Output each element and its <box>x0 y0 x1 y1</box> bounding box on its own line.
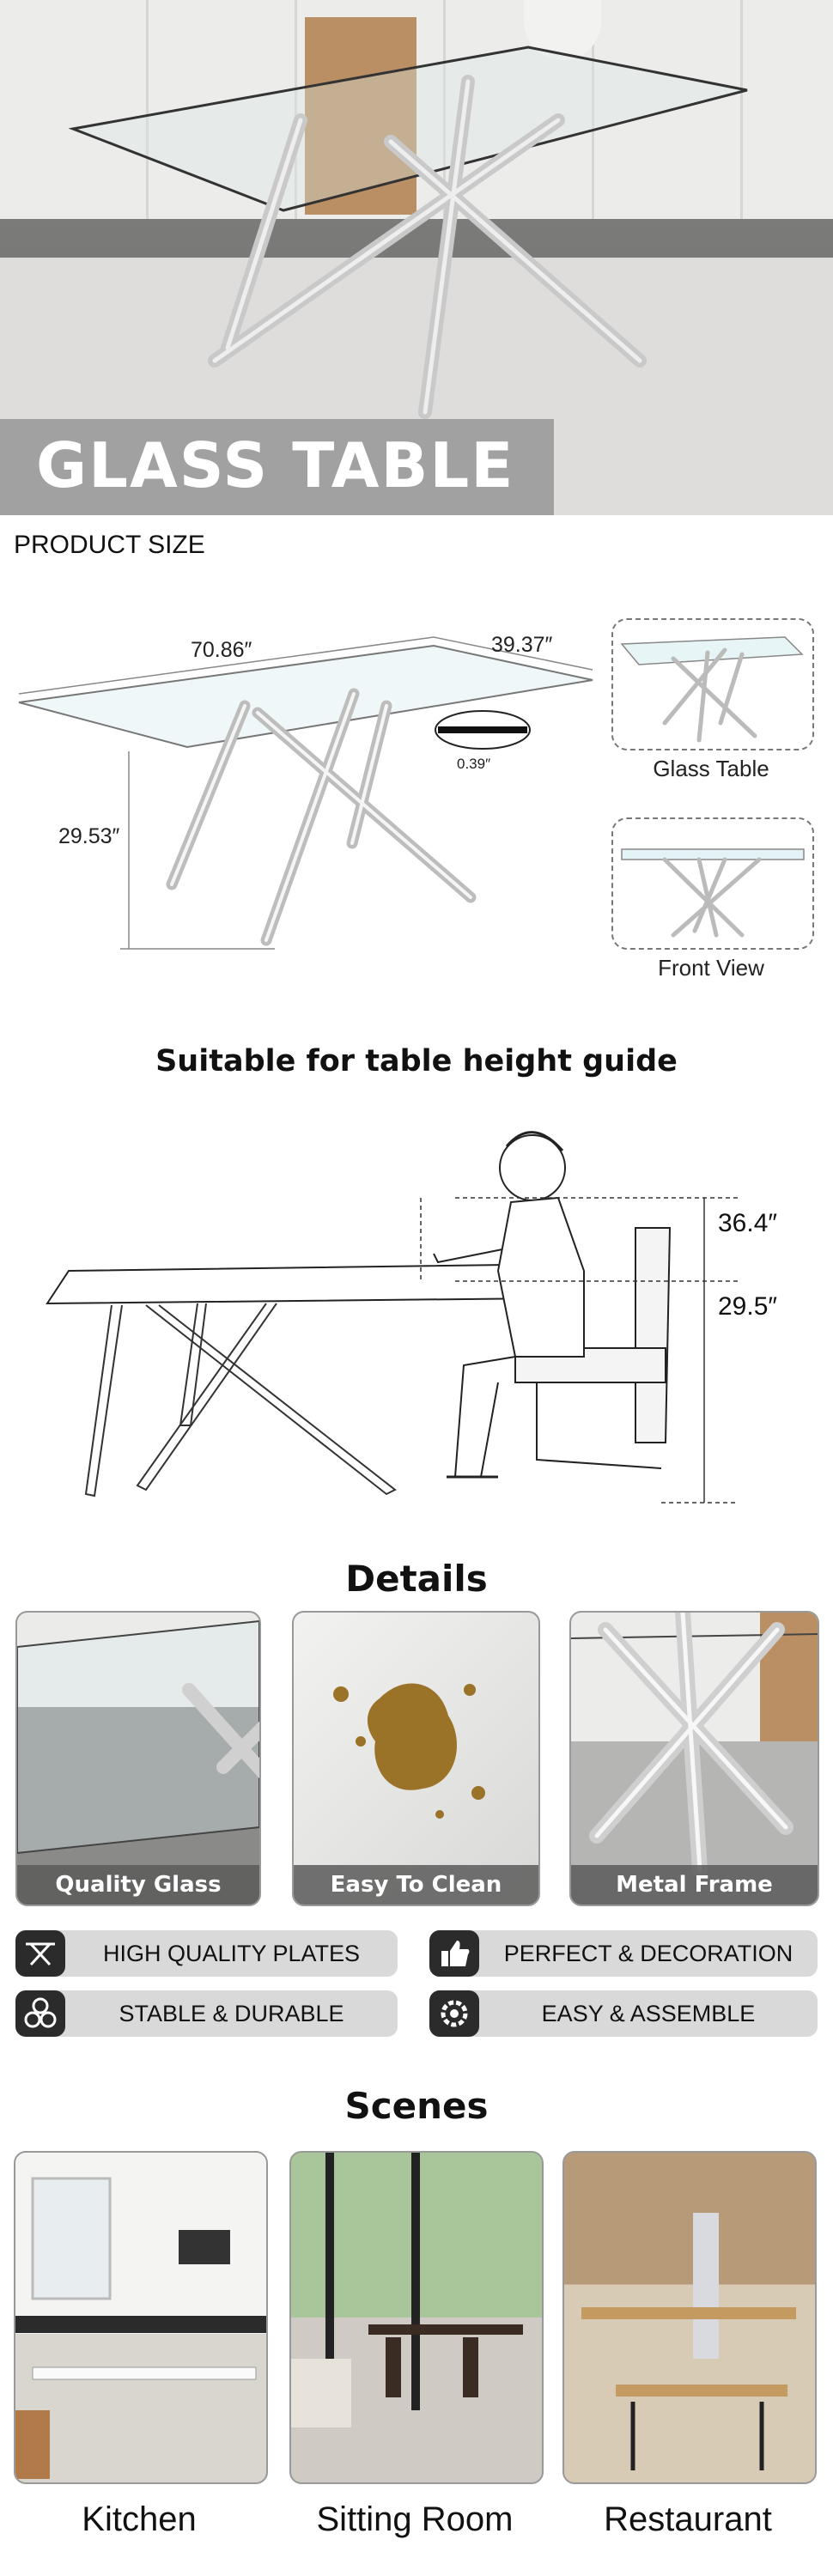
feature-easy-assemble <box>429 1990 818 2037</box>
scene-caption-sitting-room: Sitting Room <box>316 2500 514 2538</box>
product-size-label: PRODUCT SIZE <box>14 531 205 559</box>
scene-image-sitting-room <box>289 2151 544 2484</box>
feature-perfect-decoration <box>429 1930 818 1977</box>
height-guide-illustration <box>34 1099 807 1528</box>
scenes-title: Scenes <box>344 2085 489 2127</box>
detail-label: Metal Frame <box>571 1865 818 1905</box>
glass-table-thumbnail <box>611 618 814 750</box>
table-icon <box>15 1930 65 1977</box>
detail-label: Quality Glass <box>17 1865 259 1905</box>
feature-label: PERFECT & DECORATION <box>503 1941 793 1966</box>
table-height-label: 29.5″ <box>718 1292 778 1321</box>
feature-label: STABLE & DURABLE <box>119 2001 344 2026</box>
cubes-icon <box>15 1990 65 2037</box>
thumbs-up-icon <box>429 1930 479 1977</box>
scene-caption-restaurant: Restaurant <box>604 2500 772 2538</box>
view-caption-glass-table: Glass Table <box>653 756 769 781</box>
feature-stable-durable <box>15 1990 398 2037</box>
details-title: Details <box>345 1558 488 1600</box>
gear-icon <box>429 1990 479 2037</box>
scene-image-restaurant <box>562 2151 817 2484</box>
feature-label: EASY & ASSEMBLE <box>541 2001 756 2026</box>
detail-label: Easy To Clean <box>294 1865 538 1905</box>
person-height-label: 36.4″ <box>718 1209 778 1237</box>
length-dimension: 70.86″ <box>191 638 252 662</box>
front-view-thumbnail <box>611 817 814 950</box>
detail-card-quality-glass <box>15 1611 261 1906</box>
scene-caption-kitchen: Kitchen <box>82 2500 197 2538</box>
width-dimension: 39.37″ <box>491 633 553 657</box>
view-caption-front-view: Front View <box>658 955 764 981</box>
thickness-dimension: 0.39″ <box>457 756 491 772</box>
hero-title: GLASS TABLE <box>36 429 515 501</box>
detail-card-easy-to-clean <box>292 1611 540 1906</box>
feature-high-quality-plates <box>15 1930 398 1977</box>
detail-card-metal-frame <box>569 1611 819 1906</box>
height-dimension: 29.53″ <box>58 824 120 848</box>
feature-label: HIGH QUALITY PLATES <box>102 1941 361 1966</box>
scene-image-kitchen <box>14 2151 268 2484</box>
height-guide-title: Suitable for table height guide <box>155 1044 678 1078</box>
